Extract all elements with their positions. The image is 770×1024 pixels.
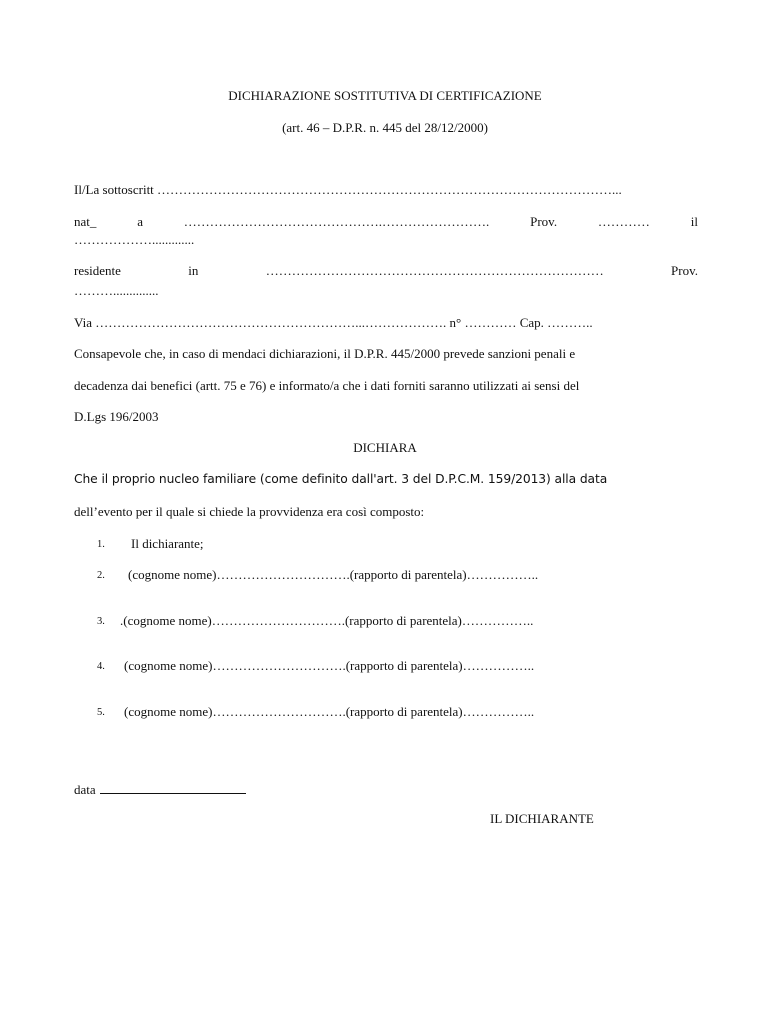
nato-label: nat_ <box>74 214 97 229</box>
consapevole-line-1: Consapevole che, in caso di mendaci dichiarazioni, il D.P.R. 445/2000 prevede sanzioni penali e <box>74 346 576 361</box>
residente-line-2: ……….............. <box>74 283 159 298</box>
nato-prov-dots: ………… <box>597 214 650 229</box>
list-item-number: 3. <box>97 616 105 627</box>
nucleo-line-1: Che il proprio nucleo familiare (come definito dall'art. 3 del D.P.C.M. 159/2013) alla data <box>74 472 608 486</box>
list-item: (cognome nome)………………………….(rapporto di parentela)…………….. <box>124 658 535 673</box>
nato-line <box>74 214 698 230</box>
consapevole-line-3: D.Lgs 196/2003 <box>74 409 159 424</box>
nucleo-line-2: dell’evento per il quale si chiede la provvidenza era così composto: <box>74 504 425 519</box>
list-item-number: 1. <box>97 539 105 550</box>
date-blank-line[interactable] <box>100 781 246 794</box>
document-title: DICHIARAZIONE SOSTITUTIVA DI CERTIFICAZIONE <box>228 88 542 103</box>
nato-line-2: ………………............. <box>74 232 195 247</box>
via-line: Via ……………………………………………………...………………. n° ………… Cap. ……….. <box>74 315 593 330</box>
residente-dots: …………………………………………………………………… <box>265 263 604 278</box>
list-item: .(cognome nome)………………………….(rapporto di parentela)…………….. <box>120 613 534 628</box>
nato-a-word: a <box>137 214 143 229</box>
list-item: (cognome nome)………………………….(rapporto di parentela)…………….. <box>124 704 535 719</box>
list-item-number: 2. <box>97 570 105 581</box>
list-item: Il dichiarante; <box>131 536 204 551</box>
list-item: (cognome nome)………………………….(rapporto di parentela)…………….. <box>128 567 539 582</box>
dichiara-heading: DICHIARA <box>353 440 417 455</box>
nato-prov-label: Prov. <box>530 214 558 229</box>
list-item-number: 5. <box>97 707 105 718</box>
document-subtitle: (art. 46 – D.P.R. n. 445 del 28/12/2000) <box>282 120 488 135</box>
residente-line <box>74 263 698 279</box>
list-item-number: 4. <box>97 661 105 672</box>
residente-in-word: in <box>188 263 199 278</box>
sottoscritto-line: Il/La sottoscritt ……………………………………………………………………………………………... <box>74 182 622 197</box>
nato-il-label: il <box>690 214 698 229</box>
date-label: data <box>74 782 96 797</box>
date-field <box>74 781 246 798</box>
consapevole-line-2: decadenza dai benefici (artt. 75 e 76) e informato/a che i dati forniti saranno utilizzati ai sensi del <box>74 378 580 393</box>
signature-label: IL DICHIARANTE <box>490 811 594 826</box>
nato-dots: ……………………………………….……………………. <box>183 214 490 229</box>
residente-label: residente <box>74 263 121 278</box>
residente-prov-label: Prov. <box>671 263 698 278</box>
